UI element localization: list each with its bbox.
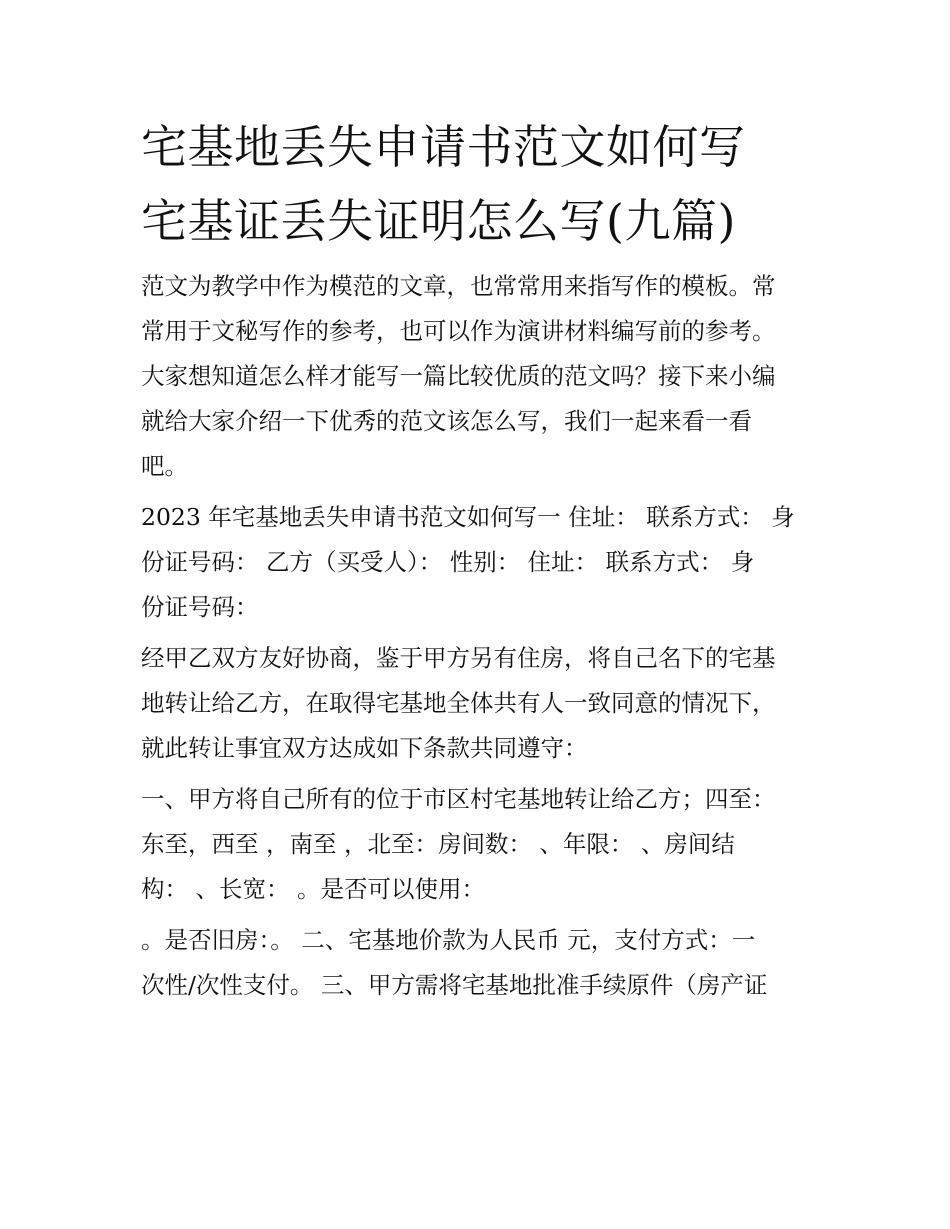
agreement-paragraph: [141, 636, 821, 771]
text-line: 份证号码： 乙方（买受人）： 性别： 住址： 联系方式： 身: [141, 548, 755, 576]
clause-one-paragraph: [141, 777, 821, 912]
title-line-2: 宅基证丢失证明怎么写(九篇): [141, 194, 736, 248]
text-line: 就此转让事宜双方达成如下条款共同遵守：: [141, 734, 588, 762]
clause-two-three-paragraph: [141, 918, 821, 1008]
text-line: 份证号码：: [141, 593, 259, 621]
intro-paragraph: [141, 264, 821, 489]
text-line: 次性/次性支付。 三、甲方需将宅基地批准手续原件（房产证: [141, 971, 768, 999]
text-line: 东至，西至 ，南至 ，北至：房间数： 、年限： 、房间结: [141, 830, 735, 858]
text-line: 大家想知道怎么样才能写一篇比较优质的范文吗？接下来小编: [141, 362, 776, 390]
text-line: 2023 年宅基地丢失申请书范文如何写一 住址： 联系方式： 身: [141, 503, 795, 531]
parties-paragraph: [141, 495, 821, 630]
text-line: 构： 、长宽： 。是否可以使用：: [141, 875, 485, 903]
text-line: 就给大家介绍一下优秀的范文该怎么写，我们一起来看一看: [141, 407, 752, 435]
title-line-1: 宅基地丢失申请书范文如何写: [141, 120, 746, 174]
text-line: 。是否旧房：。 二、宅基地价款为人民币 元，支付方式：一: [141, 926, 756, 954]
document-title: [141, 110, 821, 258]
text-line: 吧。: [141, 452, 188, 480]
text-line: 范文为教学中作为模范的文章，也常常用来指写作的模板。常: [141, 272, 776, 300]
text-line: 一、甲方将自己所有的位于市区村宅基地转让给乙方；四至：: [141, 785, 776, 813]
text-line: 地转让给乙方，在取得宅基地全体共有人一致同意的情况下，: [141, 689, 776, 717]
text-line: 常用于文秘写作的参考，也可以作为演讲材料编写前的参考。: [141, 317, 776, 345]
text-line: 经甲乙双方友好协商，鉴于甲方另有住房，将自己名下的宅基: [141, 644, 776, 672]
document-page: [141, 110, 821, 1008]
